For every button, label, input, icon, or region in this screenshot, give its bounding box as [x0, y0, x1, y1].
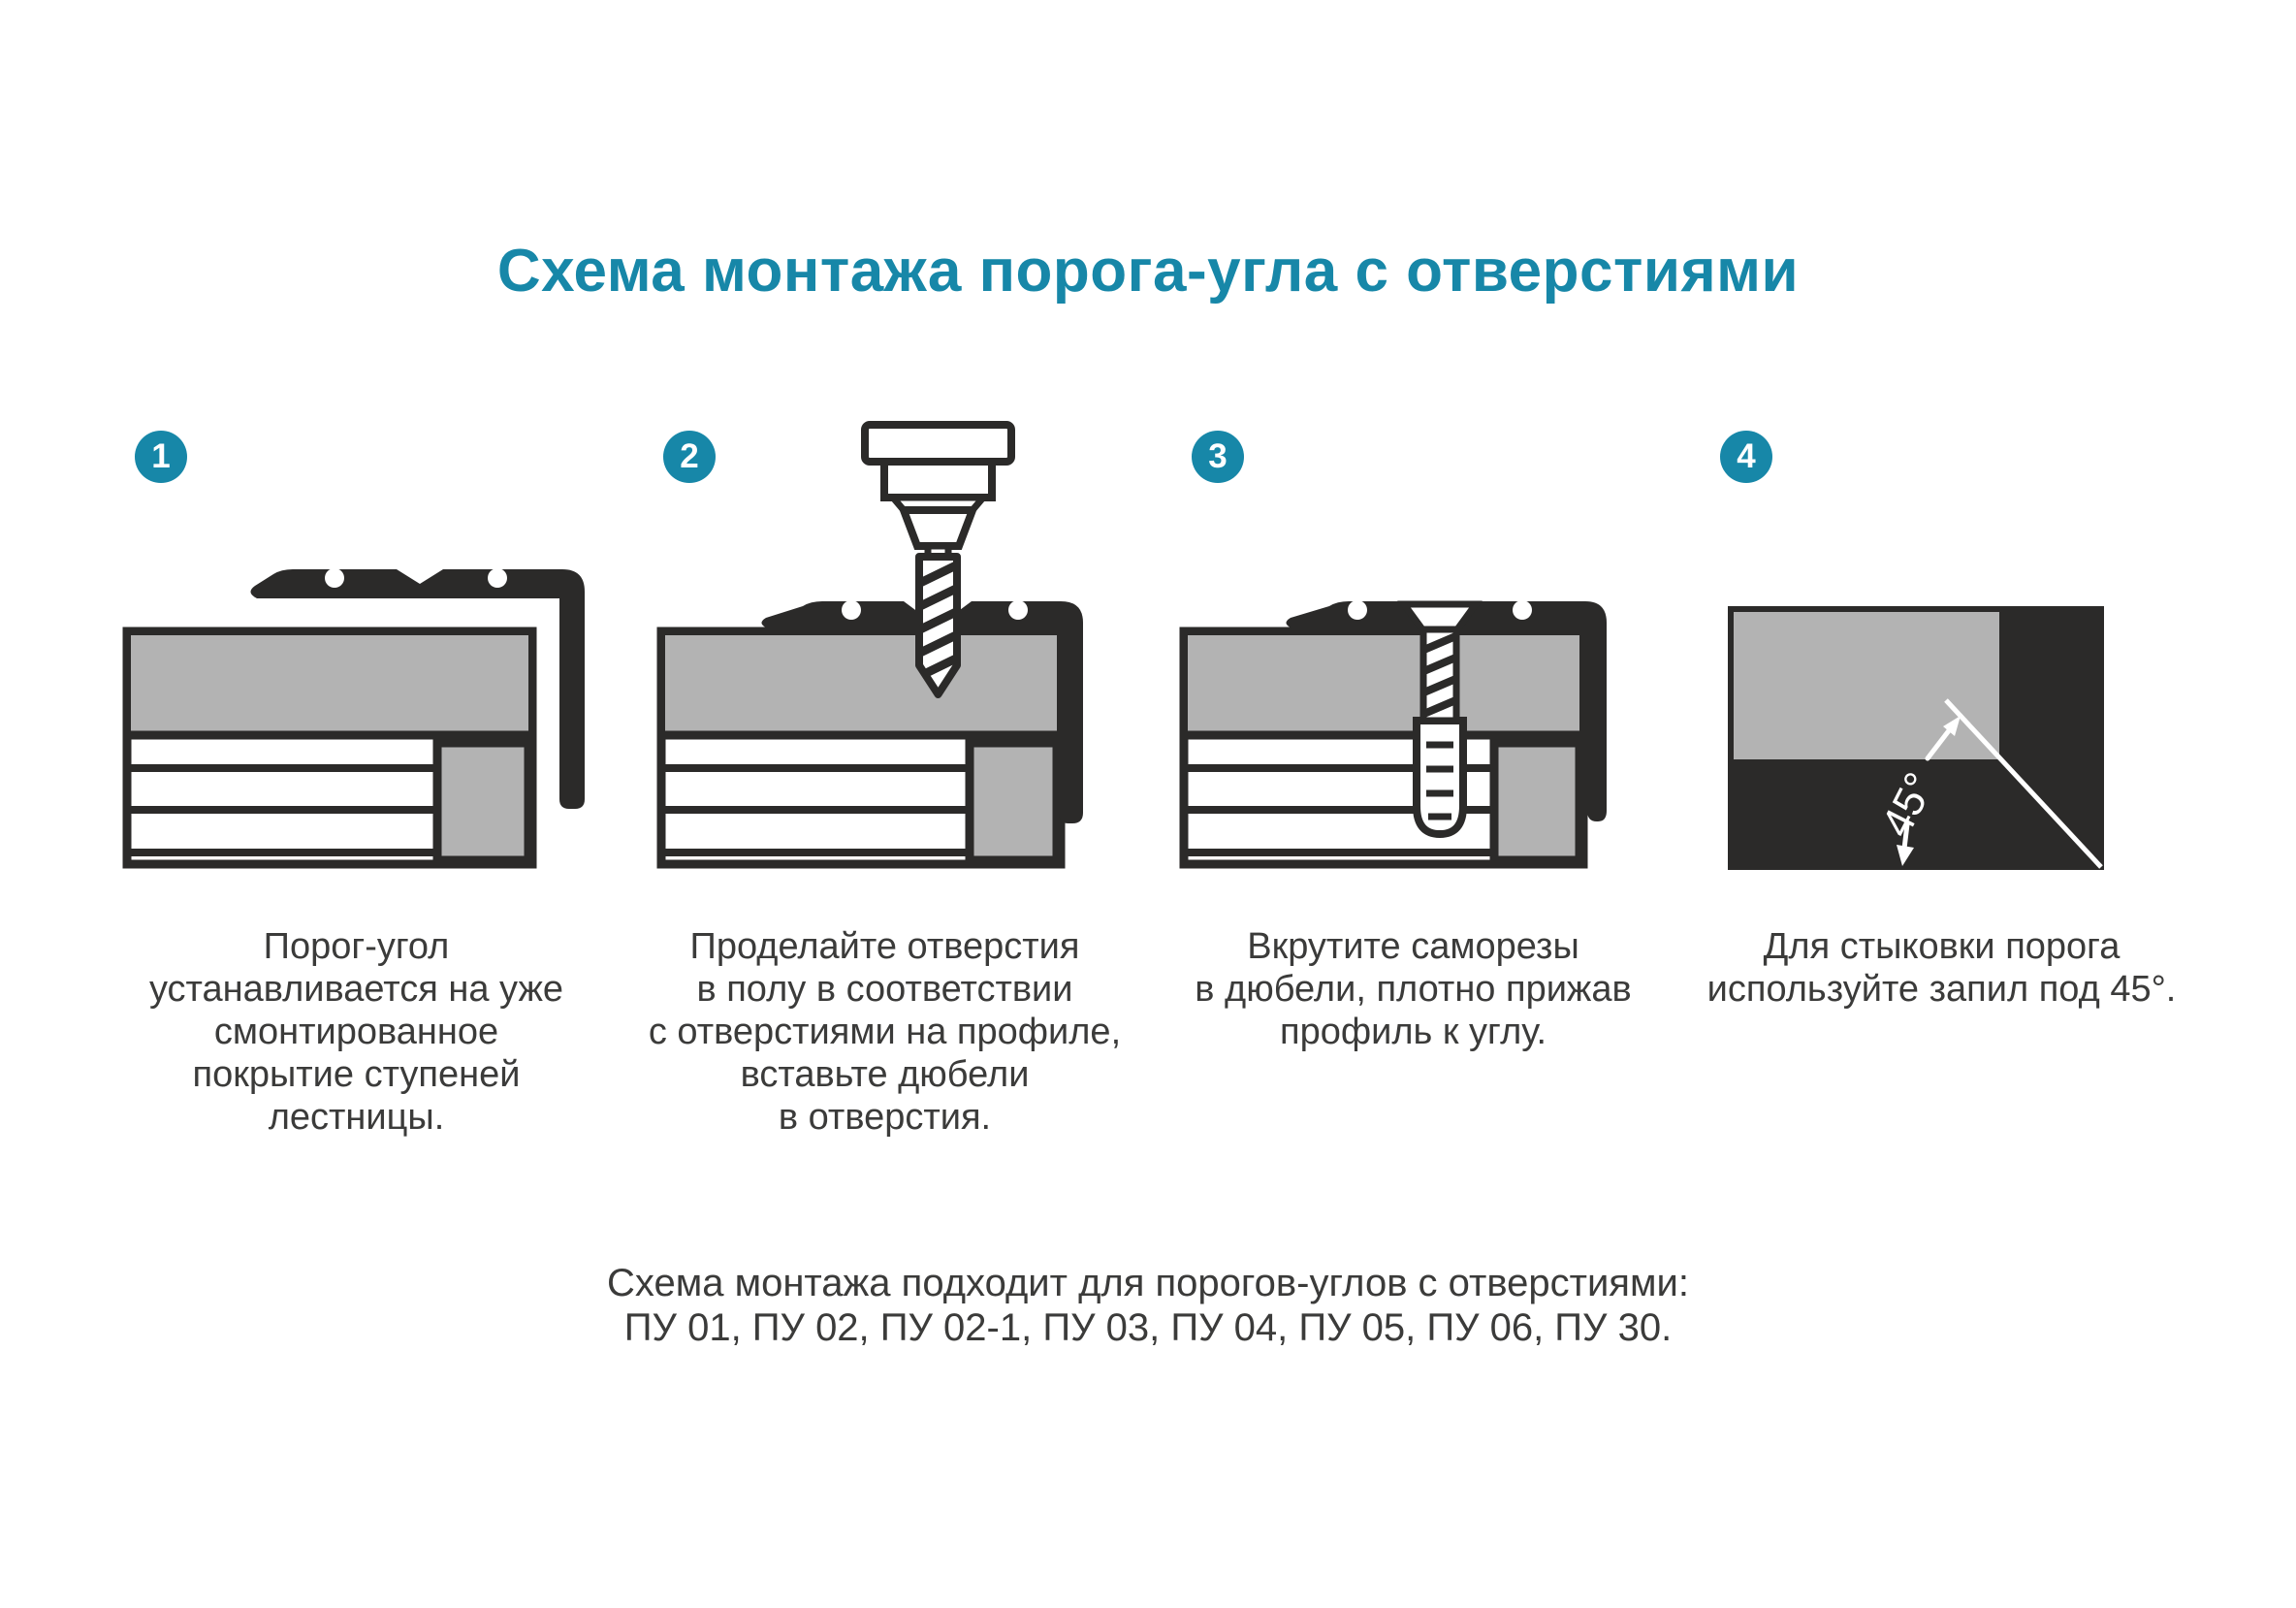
stair-step — [661, 631, 1061, 864]
step-riser-block — [437, 743, 528, 860]
step-number-badge — [663, 431, 716, 483]
step-4 — [1677, 407, 2206, 1222]
step3-caption — [1149, 925, 1677, 1053]
step-number-badge — [1720, 431, 1772, 483]
step-number-badge — [135, 431, 187, 483]
caption-line: Для стыковки порога — [1763, 926, 2121, 967]
angle-45-label: 45° — [1872, 765, 1945, 845]
step-number: 4 — [1737, 437, 1756, 475]
caption-line: Проделайте отверстия — [689, 926, 1080, 967]
step-number: 3 — [1208, 437, 1228, 475]
screw-hole — [488, 568, 507, 588]
dowel-icon — [1417, 721, 1463, 834]
caption-line: в отверстия. — [778, 1097, 992, 1138]
step-number: 1 — [151, 437, 171, 475]
screw-hole — [1008, 600, 1028, 620]
caption-line: Вкрутите саморезы — [1247, 926, 1579, 967]
caption-line: Порог-угол — [263, 926, 450, 967]
step-riser-block — [970, 743, 1057, 860]
footer-line: ПУ 01, ПУ 02, ПУ 02-1, ПУ 03, ПУ 04, ПУ 05, ПУ 06, ПУ 30. — [623, 1306, 1673, 1349]
screw-hole — [325, 568, 344, 588]
caption-line: с отверстиями на профиле, — [648, 1012, 1122, 1052]
step-covering — [131, 635, 528, 732]
caption-line: в полу в соответствии — [696, 969, 1073, 1010]
step-1 — [92, 407, 621, 1222]
stair-step — [127, 631, 532, 864]
step-covering — [1188, 635, 1579, 732]
step-number-badge — [1192, 431, 1244, 483]
caption-line: устанавливается на уже — [148, 969, 564, 1010]
corner-joint-top-view — [1728, 606, 2104, 870]
caption-line: вставьте дюбели — [740, 1054, 1030, 1095]
screw-hole — [842, 600, 861, 620]
caption-line: используйте запил под 45°. — [1706, 969, 2177, 1010]
caption-line: смонтированное — [213, 1012, 499, 1052]
screw-hole — [1348, 600, 1367, 620]
caption-line: профиль к углу. — [1280, 1012, 1547, 1052]
footer-line: Схема монтажа подходит для порогов-углов с отверстиями: — [607, 1262, 1689, 1304]
step-covering — [665, 635, 1057, 732]
step-number: 2 — [680, 437, 699, 475]
stair-step — [1184, 631, 1583, 864]
step-3 — [1149, 407, 1677, 1222]
step4-caption — [1677, 925, 2206, 1011]
caption-line: лестницы. — [268, 1097, 445, 1138]
step2-caption — [621, 925, 1149, 1139]
screw-hole — [1513, 600, 1532, 620]
caption-line: в дюбели, плотно прижав — [1195, 969, 1632, 1010]
step-2 — [621, 407, 1149, 1222]
step-riser-block — [1494, 743, 1579, 860]
steps-row — [92, 407, 2206, 1222]
step1-caption — [92, 925, 621, 1139]
covering-top-view — [1734, 612, 1999, 759]
page-title: Схема монтажа порога-угла с отверстиями — [496, 238, 1800, 305]
caption-line: покрытие ступеней — [192, 1054, 521, 1095]
footer-note — [0, 1261, 2296, 1350]
